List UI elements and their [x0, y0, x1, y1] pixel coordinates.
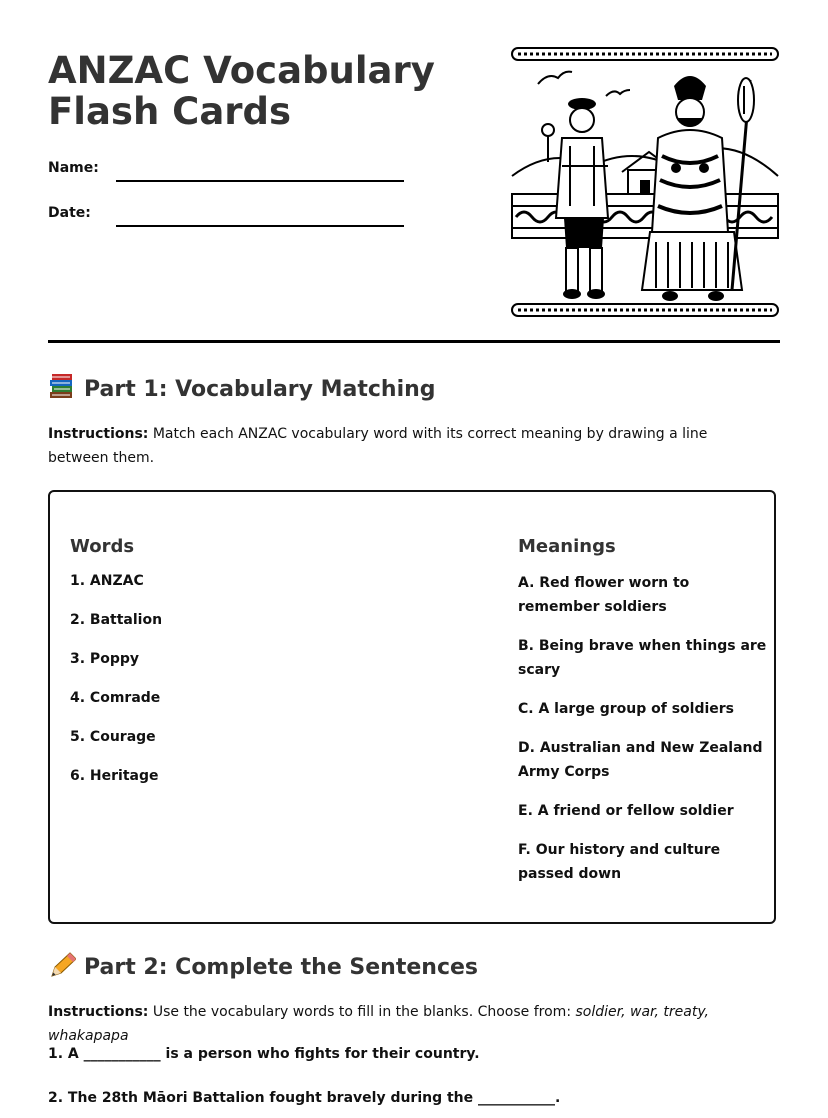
- title-line-2: Flash Cards: [48, 90, 292, 133]
- part1-instructions-label: Instructions:: [48, 426, 149, 442]
- worksheet-header: [48, 0, 780, 343]
- part1-heading-text: Part 1: Vocabulary Matching: [84, 377, 436, 402]
- list-item[interactable]: 4. Comrade: [70, 690, 161, 706]
- anzac-soldiers-illustration: [510, 46, 780, 318]
- name-line[interactable]: [116, 180, 404, 182]
- list-item[interactable]: D. Australian and New Zealand Army Corps: [518, 740, 763, 780]
- pencil-icon: [48, 952, 76, 978]
- name-label: Name:: [48, 160, 99, 176]
- part1-instructions-text: Match each ANZAC vocabulary word with its correct meaning by drawing a line between them.: [48, 426, 708, 466]
- matching-box: [48, 490, 776, 924]
- list-item[interactable]: 2. Battalion: [70, 612, 163, 628]
- words-column: [70, 536, 470, 805]
- date-line[interactable]: [116, 225, 404, 227]
- words-heading: Words: [70, 536, 135, 557]
- list-item[interactable]: E. A friend or fellow soldier: [518, 803, 734, 819]
- worksheet-page: [48, 0, 780, 1106]
- date-field[interactable]: [48, 205, 408, 231]
- part2-heading-text: Part 2: Complete the Sentences: [84, 955, 479, 980]
- meanings-column: [518, 536, 768, 901]
- part2-instructions-label: Instructions:: [48, 1004, 149, 1020]
- part1-heading: [48, 374, 436, 402]
- list-item[interactable]: F. Our history and culture passed down: [518, 842, 721, 882]
- sentence-1[interactable]: 1. A ___________ is a person who fights for their country.: [48, 1046, 480, 1062]
- list-item[interactable]: B. Being brave when things are scary: [518, 638, 767, 678]
- list-item[interactable]: C. A large group of soldiers: [518, 701, 735, 717]
- part2-word-choices: soldier, war, treaty, whakapapa: [48, 1004, 709, 1044]
- list-item[interactable]: 5. Courage: [70, 729, 156, 745]
- date-label: Date:: [48, 205, 91, 221]
- list-item[interactable]: 1. ANZAC: [70, 573, 144, 589]
- sentence-2[interactable]: 2. The 28th Māori Battalion fought bravely during the ___________.: [48, 1090, 561, 1106]
- list-item[interactable]: 6. Heritage: [70, 768, 159, 784]
- title-line-1: ANZAC Vocabulary: [48, 49, 435, 92]
- list-item[interactable]: A. Red flower worn to remember soldiers: [518, 575, 690, 615]
- name-field[interactable]: [48, 160, 408, 186]
- meanings-heading: Meanings: [518, 536, 616, 557]
- part1-instructions: [48, 422, 768, 470]
- meanings-list: [518, 571, 768, 886]
- page-title: [48, 50, 448, 132]
- words-list: [70, 571, 470, 805]
- part2-instructions: [48, 1000, 768, 1048]
- books-icon: [48, 374, 76, 400]
- part2-heading: [48, 952, 478, 980]
- list-item[interactable]: 3. Poppy: [70, 651, 139, 667]
- part2-instructions-text: Use the vocabulary words to fill in the blanks. Choose from:: [148, 1004, 576, 1020]
